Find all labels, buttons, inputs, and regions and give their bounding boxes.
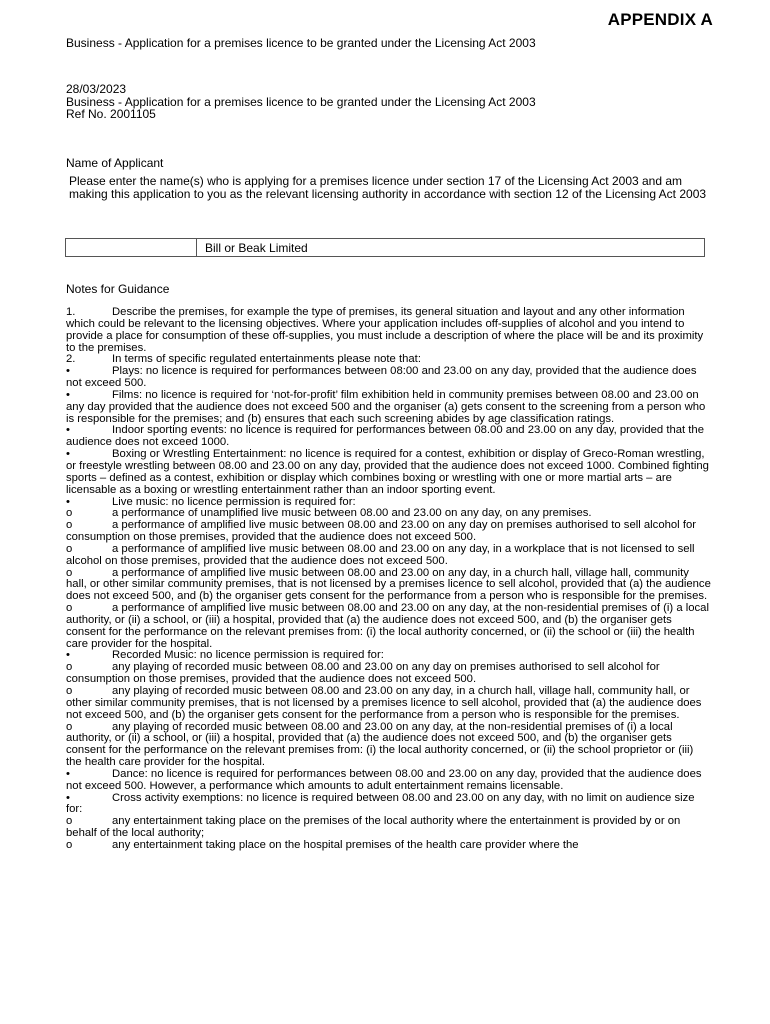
paragraph-marker: • — [66, 388, 70, 401]
paragraph-text: Live music: no licence permission is required for: — [112, 495, 356, 508]
guidance-paragraph — [66, 390, 712, 426]
appendix-label: APPENDIX A — [607, 10, 713, 29]
paragraph-text: any entertainment taking place on the hospital premises of the health care provider where the — [112, 838, 579, 851]
notes-body — [66, 307, 712, 852]
paragraph-text: Plays: no licence is required for performances between 08:00 and 23.00 on any day, provided that the audience does not exceed 500. — [66, 365, 697, 390]
document-subject: Business - Application for a premises licence to be granted under the Licensing Act 2003 — [66, 94, 536, 109]
paragraph-marker: o — [66, 661, 73, 674]
guidance-paragraph — [66, 307, 712, 354]
applicant-name-value: Bill or Beak Limited — [205, 241, 308, 255]
paragraph-marker: • — [66, 649, 70, 662]
applicant-name-label-cell — [66, 239, 197, 256]
guidance-paragraph — [66, 686, 712, 722]
paragraph-marker: o — [66, 519, 73, 532]
reference-number: Ref No. 2001105 — [66, 107, 156, 121]
paragraph-marker: o — [66, 685, 73, 697]
paragraph-marker: o — [66, 838, 73, 851]
paragraph-text: any playing of recorded music between 08.00 and 23.00 on any day on premises authorised to sell alcohol for consumption on those premises, provided that the audience does not exceed 500. — [66, 661, 660, 686]
paragraph-text: Films: no licence is required for ‘not-for-profit’ film exhibition held in community premises between 08.00 and 23.00 on any day provided that the audience does not exceed 500 and the organiser (a) gets consent to the screening from a person who is responsible for the premises; and (b) ensures that each such screening abides by age classification ratings. — [66, 388, 706, 425]
document-date: 28/03/2023 — [66, 82, 127, 96]
guidance-paragraph — [66, 366, 712, 390]
paragraph-text: Boxing or Wrestling Entertainment: no licence is required for a contest, exhibition or display of Greco-Roman wrestling, or freestyle wrestling between 08.00 and 23.00 on any day, provided that the audience does not exceed 1000. Combined fighting sports – defined as a contest, exhibition or display which combines boxing or wrestling with one or more martial arts – are licensable as a boxing or wrestling entertainment rather than an indoor sporting event. — [66, 448, 709, 496]
notes-heading: Notes for Guidance — [66, 282, 170, 296]
paragraph-marker: o — [66, 542, 73, 555]
guidance-paragraph — [66, 520, 712, 544]
paragraph-marker: • — [66, 767, 70, 780]
paragraph-text: a performance of amplified live music between 08.00 and 23.00 on any day, at the non-residential premises of (i) a local authority, or (ii) a school, or (iii) a hospital, provided that (a) the audience does not exceed 500, and (b) the organiser gets consent for the performance on the relevant premises from: (i) the local authority concerned, or (ii) the school or (iii) the health care provider for the hospital. — [66, 602, 709, 650]
paragraph-text: Describe the premises, for example the type of premises, its general situation and layout and any other information which could be relevant to the licensing objectives. Where your application includes off-supplies of alcohol and you intend to provide a place for consumption of these off-supplies, you must include a description of where the place will be and its proximity to the premises. — [66, 306, 704, 354]
paragraph-marker: • — [66, 791, 70, 804]
paragraph-marker: o — [66, 720, 73, 733]
paragraph-text: a performance of unamplified live music between 08.00 and 23.00 on any day, on any premises. — [112, 507, 592, 520]
paragraph-marker: o — [66, 507, 73, 520]
guidance-paragraph — [66, 425, 712, 449]
guidance-paragraph — [66, 603, 712, 650]
guidance-paragraph — [66, 722, 712, 769]
applicant-instructions: Please enter the name(s) who is applying for a premises licence under section 17 of the Licensing Act 2003 and am making this application to you as the relevant licensing authority in accordance with section 12 of the Licensing Act 2003 — [69, 174, 707, 201]
paragraph-text: a performance of amplified live music between 08.00 and 23.00 on any day, in a workplace that is not licensed to sell alcohol on those premises, provided that the audience does not exceed 500. — [66, 542, 695, 567]
guidance-paragraph — [66, 568, 712, 604]
guidance-paragraph — [66, 816, 712, 840]
document-meta — [66, 83, 536, 121]
paragraph-text: Indoor sporting events: no licence is required for performances between 08.00 and 23.00 on any day, provided that the audience does not exceed 1000. — [66, 424, 704, 449]
paragraph-marker: o — [66, 815, 73, 828]
paragraph-text: Recorded Music: no licence permission is required for: — [112, 649, 384, 662]
guidance-paragraph — [66, 544, 712, 568]
paragraph-text: a performance of amplified live music between 08.00 and 23.00 on any day, in a church hall, village hall, community hall, or other similar community premises, that is not licensed by a premises licence to sell alcohol, provided that (a) the audience does not exceed 500, and (b) the organiser gets consent for the performance from a person who is responsible for the premises. — [66, 566, 711, 603]
paragraph-marker: o — [66, 566, 73, 579]
paragraph-marker: • — [66, 365, 70, 378]
paragraph-text: a performance of amplified live music between 08.00 and 23.00 on any day on premises authorised to sell alcohol for consumption on those premises, provided that the audience does not exceed 500. — [66, 519, 697, 544]
paragraph-text: any playing of recorded music between 08.00 and 23.00 on any day, at the non-residential premises of (i) a local authority, or (ii) a school, or (iii) a hospital, provided that (a) the audience does not exceed 500, and (b) the organiser gets consent for the performance on the relevant premises from: (i) the local authority concerned, or (ii) the school proprietor or (iii) the health care provider for the hospital. — [66, 720, 694, 769]
guidance-paragraph — [66, 793, 712, 817]
paragraph-text: Cross activity exemptions: no licence is required between 08.00 and 23.00 on any day, with no limit on audience size for: — [66, 791, 695, 816]
guidance-paragraph — [66, 662, 712, 686]
paragraph-text: any playing of recorded music between 08.00 and 23.00 on any day, in a church hall, village hall, community hall, or other similar community premises, that is not licensed by a premises licence to sell alcohol, provided that (a) the audience does not exceed 500, and (b) the organiser gets consent for the performance from a person who is responsible for the premises. — [66, 685, 702, 721]
applicant-name-table — [65, 238, 705, 257]
paragraph-marker: o — [66, 602, 73, 615]
paragraph-marker: • — [66, 424, 70, 437]
paragraph-marker: • — [66, 495, 70, 508]
paragraph-marker: 1. — [66, 306, 76, 318]
applicant-heading: Name of Applicant — [66, 156, 164, 170]
guidance-paragraph — [66, 449, 712, 496]
paragraph-text: Dance: no licence is required for performances between 08.00 and 23.00 on any day, provided that the audience does not exceed 500. However, a performance which amounts to adult entertainment remains licensable. — [66, 767, 702, 792]
paragraph-text: In terms of specific regulated entertainments please note that: — [112, 353, 421, 366]
guidance-paragraph — [66, 769, 712, 793]
paragraph-text: any entertainment taking place on the premises of the local authority where the entertainment is provided by or on behalf of the local authority; — [66, 815, 681, 840]
paragraph-marker: • — [66, 448, 70, 461]
document-title: Business - Application for a premises licence to be granted under the Licensing Act 2003 — [66, 36, 536, 50]
guidance-paragraph — [66, 840, 712, 852]
paragraph-marker: 2. — [66, 353, 76, 366]
